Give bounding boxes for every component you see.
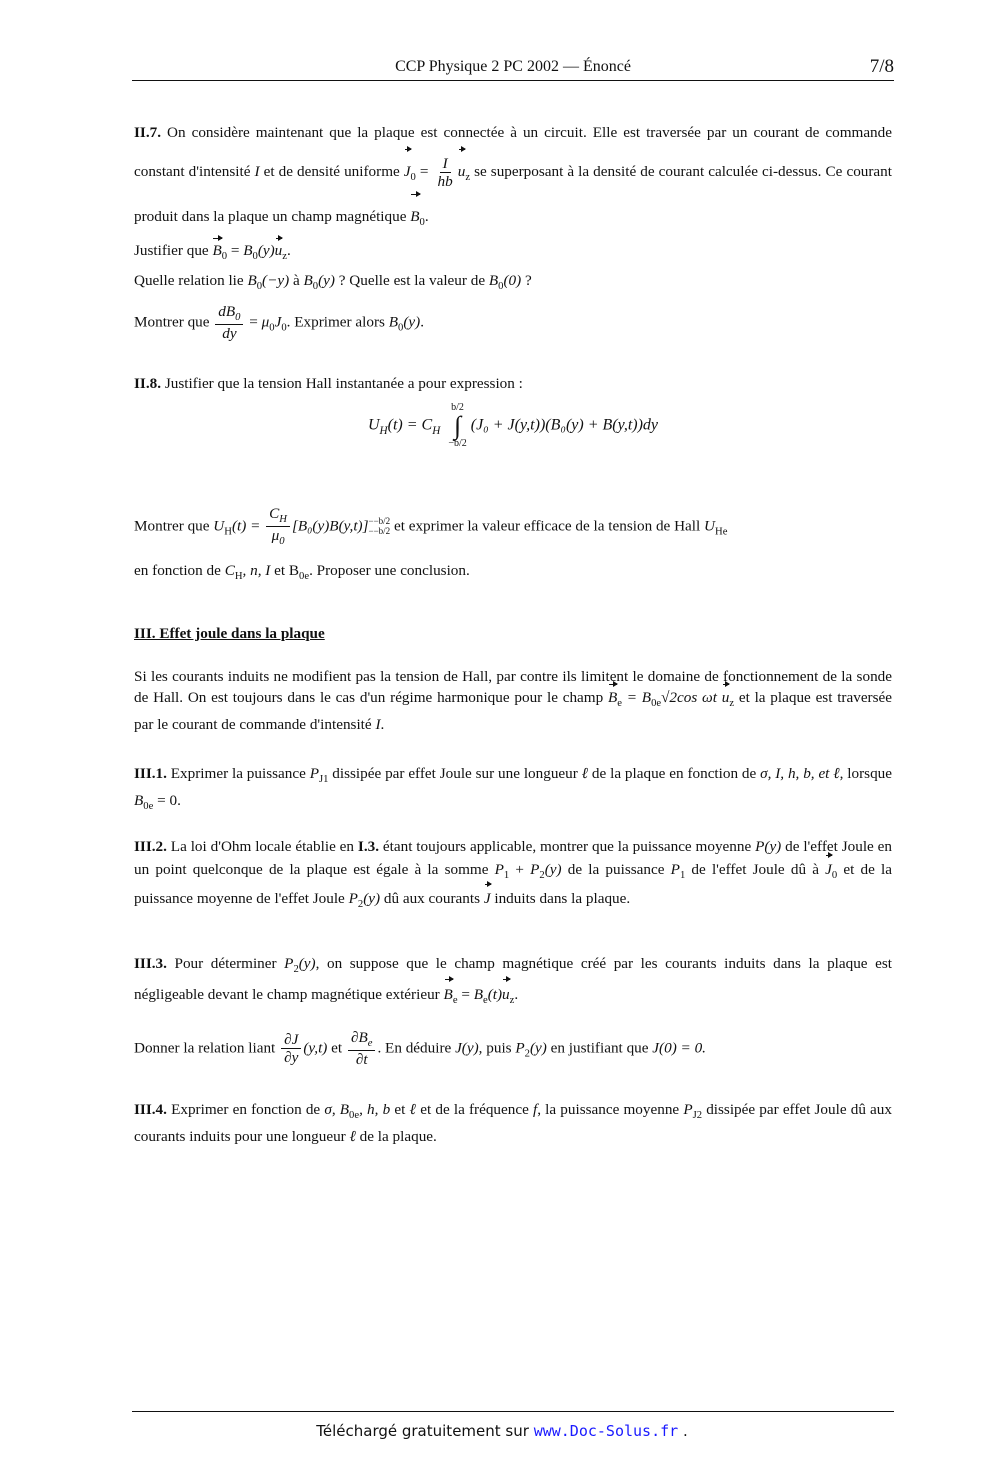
question-number: II.8. bbox=[134, 375, 162, 392]
question-III2: III.2. La loi d'Ohm locale établie en I.3. étant toujours applicable, montrer que la puissance moyenne P(y) de l'effet Joule en un point quelconque de la plaque est égale à la somme $P_1 + P_2(y)$ de la puissance $P_1$ de l'effet Joule dû à $J_0$ et de la puissance moyenne de l'effet Joule $P_2(y)$ dû aux courants J induits dans la plaque. bbox=[134, 838, 892, 911]
footer-link[interactable]: www.Doc-Solus.fr bbox=[533, 1422, 679, 1440]
formula-J0: $J_0$ = $\frac{I}{hb}$ $u_z$ bbox=[404, 163, 470, 180]
footer-rule bbox=[132, 1411, 894, 1412]
question-II7-sub: Justifier que $B_0 = B_0(y)u_z$. bbox=[134, 242, 291, 263]
page-number: 7/8 bbox=[869, 56, 894, 77]
section-intro: Si les courants induits ne modifient pas la tension de Hall, par contre ils limitent le domaine de fonctionnement de la sonde de Hall. On est toujours dans le cas d'un régime harmonique pour le champ $B_e = B_{0e}√2\cos$ ωt $u_z$ et la plaque est traversée par le courant de commande d'intensité I. bbox=[134, 668, 893, 734]
paragraph: II.7. On considère maintenant que la plaque est connectée à un circuit. Elle est traversée par un courant de commande constant d'intensité I et de densité uniforme $J_0$ = $\frac{I}{hb}$ $u_z$ se superposant à la densité de courant calculée ci-dessus. Ce courant produit dans la plaque un champ magnétique $B_0$. bbox=[134, 113, 892, 242]
section-title: III. Effet joule dans la plaque bbox=[134, 625, 325, 642]
footer-text: Téléchargé gratuitement sur bbox=[316, 1422, 529, 1440]
header-rule bbox=[132, 80, 894, 81]
question-II8: II.8. Justifier que la tension Hall instantanée a pour expression : bbox=[134, 375, 523, 392]
question-number: III.1. bbox=[134, 765, 167, 782]
integral-sign: b/2 ∫ −b/2 bbox=[448, 402, 467, 449]
question-III1: III.1. Exprimer la puissance $P_{J1}$ dissipée par effet Joule sur une longueur ℓ de la plaque en fonction de σ, I, h, b, et ℓ, lorsque $B_{0e} = 0$. bbox=[134, 765, 893, 813]
question-III3: III.3. Pour déterminer $P_2(y)$, on suppose que le champ magnétique créé par les courants induits dans la plaque est négligeable devant le champ magnétique extérieur $B_e = B_e(t)u_z$. bbox=[134, 955, 892, 1007]
formula-hall-voltage: $U_H(t) = C_H$ b/2 ∫ −b/2 (J₀ + J(y,t))(B₀(y) + B(y,t))dy bbox=[367, 402, 659, 449]
question-number: II.7. bbox=[134, 124, 162, 141]
question-number: III.3. bbox=[134, 955, 167, 972]
question-II7 bbox=[134, 113, 892, 242]
question-III4: III.4. Exprimer en fonction de σ, $B_{0e}$, h, b et ℓ et de la fréquence f, la puissance moyenne $P_{J2}$ dissipée par effet Joule dû aux courants induits pour une longueur ℓ de la plaque. bbox=[134, 1101, 892, 1146]
header-title: CCP Physique 2 PC 2002 — Énoncé bbox=[395, 58, 631, 75]
page-footer: Téléchargé gratuitement sur www.Doc-Solus.fr . bbox=[316, 1422, 688, 1440]
question-number: III.2. bbox=[134, 838, 167, 855]
document-page: CCP Physique 2 PC 2002 — Énoncé 7/8 II.7. On considère maintenant que la plaque est connectée à un circuit. Elle est traversée par un courant de commande constant d'intensité I et de densité uniforme $J_0$ = $\frac{I}{hb}$ $u_z$ se superposant à la densité de courant calculée ci-dessus. Ce courant produit dans la plaque un champ magnétique $B_0$. Justifier que $B_0 = B_0(y)u_z$. Quelle relation lie $B_0(-y)$ à $B_0(y)$ ? Quelle est la valeur de $B_0(0)$ ? Montrer que $\frac{dB_0}{dy}$ = $\mu_0J_0$. Exprimer alors $B_0(y)$. II.8. Justifier que la tension Hall instantanée a pour expression : $U_H(t) = C_H$ b/2 ∫ −b/2 (J₀ + J(y,t))(B₀(y) + B(y,t))dy Montrer que $U_H(t)$ = $\frac{C_H}{\mu_0}$ [B₀(y)B(y,t)] −−b/2 −−b/2 et exprimer la valeur efficace de la tension de Hall $U_{He}$ en fonction de $C_H$, n, I et $B_{0e}$. Proposer une conclusion. III. Effet joule dans la plaque Si les courants induits ne modifient pas la tension de Hall, par contre ils limitent le domaine de fonctionnement de la sonde de Hall. On est toujours dans le cas d'un régime harmonique pour le champ $B_e = B_{0e}√2\cos$ ωt $u_z$ et la plaque est traversée par le courant de commande d'intensité I. III.1. Exprimer la puissance $P_{J1}$ dissipée par effet Joule sur une longueur ℓ de la plaque en fonction de σ, I, h, b, et ℓ, lorsque $B_{0e} = 0$. III.2. La loi d'Ohm locale établie en I.3. étant toujours applicable, montrer que la puissance moyenne P(y) de l'effet Joule en un point quelconque de la plaque est égale à la somme $P_1 + P_2(y)$ de la puissance $P_1$ de l'effet Joule dû à $J_0$ et de la puissance moyenne de l'effet Joule $P_2(y)$ dû aux courants J induits dans la plaque. III.3. Pour déterminer $P_2(y)$, on suppose que le champ magnétique créé par les courants induits dans la plaque est négligeable devant le champ magnétique extérieur $B_e = B_e(t)u_z$. Donner la relation liant $\frac{\partial J}{\partial y}$ (y,t) et $\frac{\partial B_e}{\partial t}$ . En déduire J(y), puis $P_2(y)$ en justifiant que J(0) = 0. III.4. Exprimer en fonction de σ, $B_{0e}$, h, b et ℓ et de la fréquence f, la puissance moyenne $P_{J2}$ dissipée par effet Joule dû aux courants induits pour une longueur ℓ de la plaque. Téléchargé gratuitement sur www.Doc-Solus.fr . bbox=[0, 0, 1004, 1476]
running-header bbox=[132, 54, 894, 78]
question-number: III.4. bbox=[134, 1101, 167, 1118]
